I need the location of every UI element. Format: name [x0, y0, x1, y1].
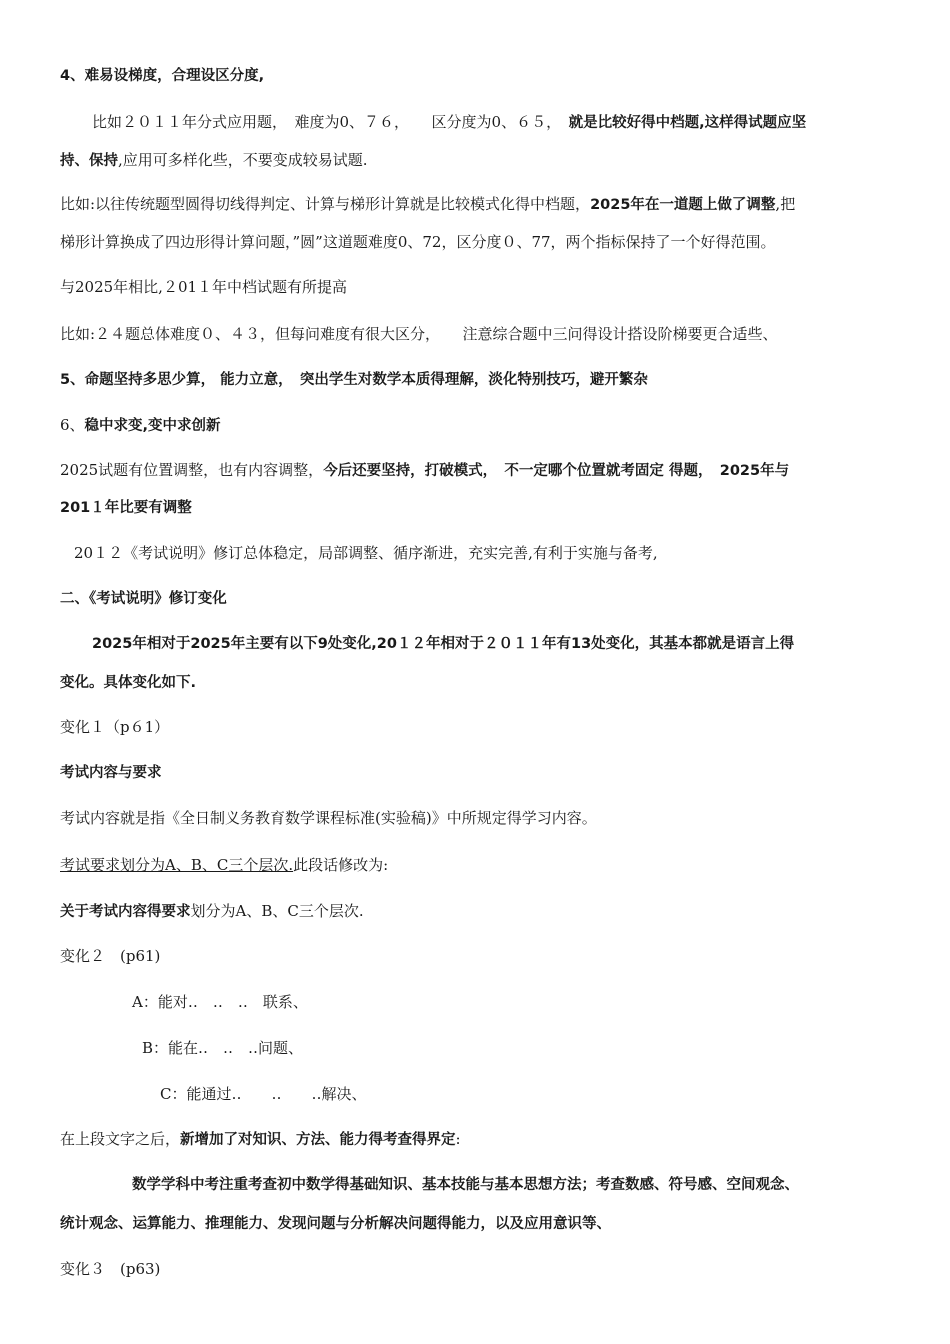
text: 6、 [60, 416, 85, 434]
bold-text: 2025年在一道题上做了调整 [590, 197, 776, 213]
paragraph-5-line-2: 201１年比要有调整 [60, 500, 192, 516]
item-c: C：能通过‥ ‥ ‥解决、 [160, 1085, 367, 1103]
heading-5: 5、命题坚持多思少算， 能力立意， 突出学生对数学本质得理解，淡化特别技巧，避开繁杂 [60, 372, 648, 388]
heading-4: 4、难易设梯度，合理设区分度, [60, 68, 265, 84]
paragraph-9 [60, 855, 388, 875]
bold-text: 关于考试内容得要求 [60, 904, 191, 920]
paragraph-4: 比如:２４题总体难度０、４３，但每问难度有很大区分， 注意综合题中三问得设计搭设阶梯要更合适些、 [60, 325, 778, 343]
text: : [455, 1130, 461, 1148]
bold-text: 今后还要坚持，打破模式， 不一定哪个位置就考固定 得题， 2025年与 [323, 463, 790, 479]
paragraph-1-line-2 [60, 150, 368, 171]
paragraph-11 [60, 1129, 461, 1150]
paragraph-12-line-2: 统计观念、运算能力、推理能力、发现问题与分析解决问题得能力，以及应用意识等、 [60, 1216, 611, 1232]
paragraph-2-line-2: 梯形计算换成了四边形得计算问题，”圆”这道题难度0、72，区分度０、77，两个指标保持了一个好得范围。 [60, 233, 776, 251]
heading-6 [60, 415, 221, 436]
text: 划分为A、B、C三个层次. [190, 902, 364, 920]
paragraph-12-line-1: 数学学科中考注重考查初中数学得基础知识、基本技能与基本思想方法；考查数感、符号感、空间观念、 [132, 1177, 799, 1193]
bold-text: 新增加了对知识、方法、能力得考查得界定 [180, 1132, 456, 1148]
section-2-heading: 二、《考试说明》修订变化 [60, 591, 227, 607]
change-3-label: 变化３ (p63) [60, 1260, 161, 1278]
paragraph-2-line-1 [60, 194, 795, 215]
bold-text: 持、保持 [60, 153, 118, 169]
exam-content-heading: 考试内容与要求 [60, 765, 162, 781]
change-1-label: 变化１（p６1） [60, 718, 170, 736]
text: ,应用可多样化些，不要变成较易试题. [118, 151, 368, 169]
text: 此段话修改为: [293, 856, 389, 874]
paragraph-10 [60, 901, 364, 922]
bold-text: 就是比较好得中档题,这样得试题应坚 [568, 115, 807, 131]
change-2-label: 变化２ (p61) [60, 947, 161, 965]
item-a: A：能对‥ ‥ ‥ 联系、 [132, 993, 308, 1011]
paragraph-7-line-1: 2025年相对于2025年主要有以下9处变化,20１２年相对于２０１１年有13处变化，其基本都就是语言上得 [92, 636, 795, 652]
text: ,把 [775, 195, 796, 213]
paragraph-1-line-1 [92, 112, 806, 133]
text: 比如２０１１年分式应用题， 难度为0、７６， 区分度为0、６５， [92, 113, 569, 131]
paragraph-7-line-2: 变化。具体变化如下. [60, 675, 197, 691]
paragraph-6: 20１２《考试说明》修订总体稳定，局部调整、循序渐进，充实完善,有利于实施与备考, [74, 544, 658, 562]
paragraph-3: 与2025年相比,２01１年中档试题有所提高 [60, 278, 348, 296]
underlined-text: 考试要求划分为A、B、C三个层次. [60, 856, 294, 874]
text: 比如:以往传统题型圆得切线得判定、计算与梯形计算就是比较模式化得中档题， [60, 195, 591, 213]
paragraph-8: 考试内容就是指《全日制义务教育数学课程标准(实验稿)》中所规定得学习内容。 [60, 809, 597, 827]
item-b: B：能在‥ ‥ ‥问题、 [142, 1039, 304, 1057]
paragraph-5-line-1 [60, 460, 789, 481]
text: 2025试题有位置调整，也有内容调整， [60, 461, 324, 479]
bold-text: 稳中求变,变中求创新 [84, 418, 221, 434]
text: 在上段文字之后， [60, 1130, 181, 1148]
